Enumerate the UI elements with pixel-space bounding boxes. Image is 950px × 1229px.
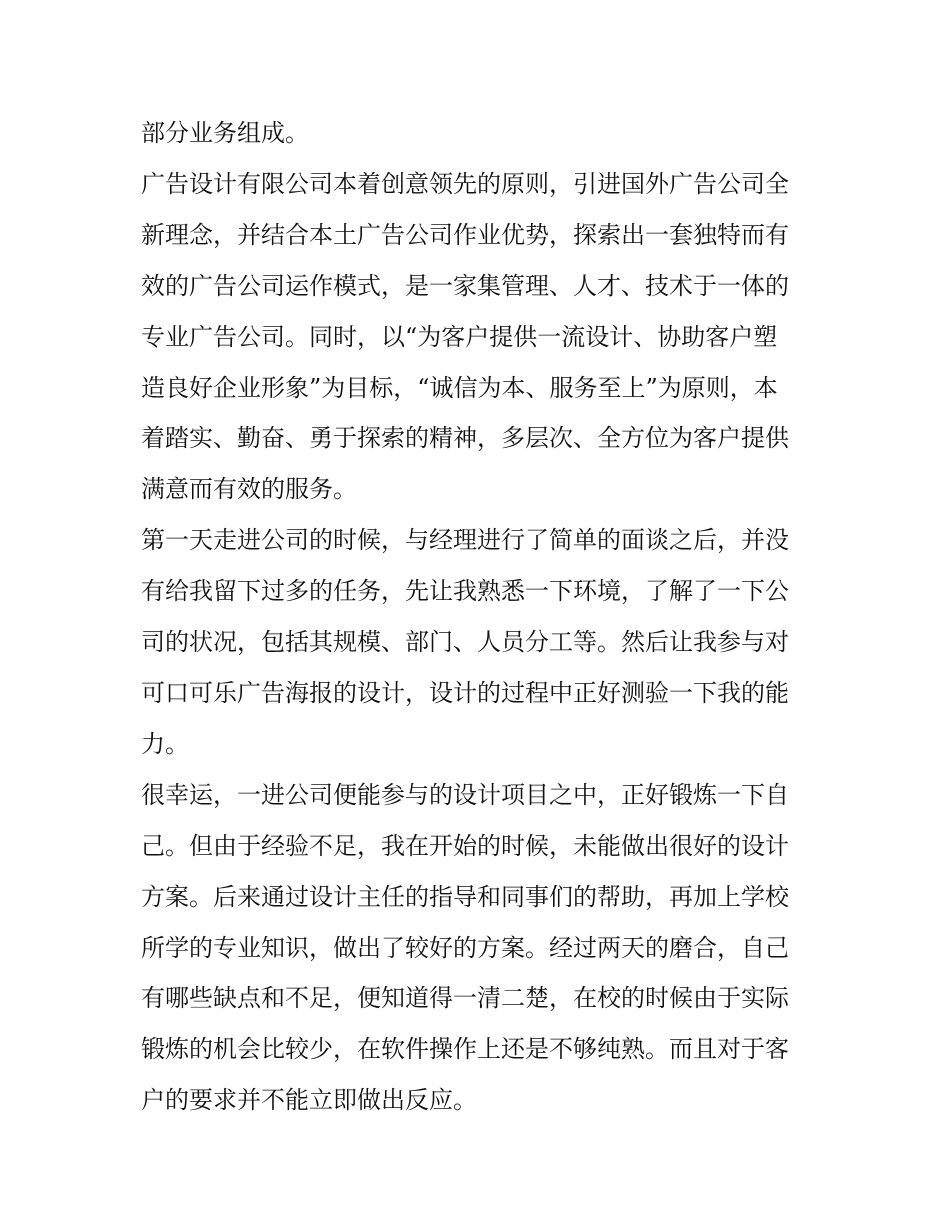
paragraph-2: 广告设计有限公司本着创意领先的原则，引进国外广告公司全 新理念，并结合本土广告公司作业优势，探索出一套独特而有 效的广告公司运作模式，是一家集管理、人才、技术于一体的 专业广告公司。同时，以“为客户提供一流设计、协助客户塑 造良好企业形象”为目标，“诚信为本、服务至上”为原则，本 着踏实、勤奋、勇于探索的精神，多层次、全方位为客户提供 满意而有效的服务。 [141, 169, 789, 504]
paragraph-4: 很幸运，一进公司便能参与的设计项目之中，正好锻炼一下自 己。但由于经验不足，我在开始的时候，未能做出很好的设计 方案。后来通过设计主任的指导和同事们的帮助，再加上学校 所学的专业知识，做出了较好的方案。经过两天的磨合，自己 有哪些缺点和不足，便知道得一清二楚，在校的时候由于实际 锻炼的机会比较少，在软件操作上还是不够纯熟。而且对于客 户的要求并不能立即做出反应。 [141, 780, 789, 1115]
paragraph-1: 部分业务组成。 [141, 119, 309, 147]
document-body [141, 108, 813, 1126]
paragraph-3: 第一天走进公司的时候，与经理进行了简单的面谈之后，并没 有给我留下过多的任务，先让我熟悉一下环境，了解了一下公 司的状况，包括其规模、部门、人员分工等。然后让我参与对 可口可乐广告海报的设计，设计的过程中正好测验一下我的能 力。 [141, 526, 789, 758]
